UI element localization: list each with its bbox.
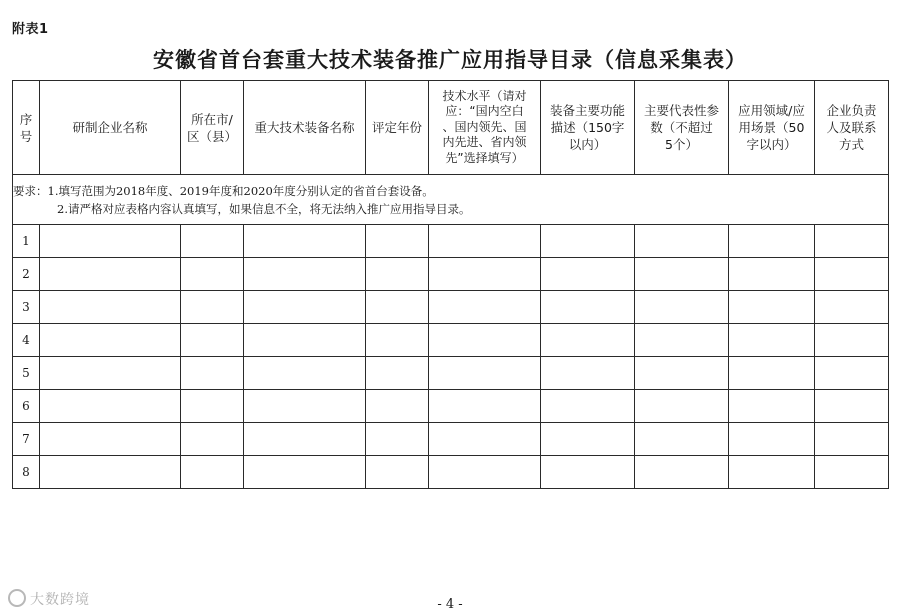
requirements-row [13, 175, 889, 225]
cell-key-parameters[interactable] [635, 357, 729, 390]
cell-city-county[interactable] [181, 456, 244, 489]
cell-function-description[interactable] [541, 291, 635, 324]
cell-equipment-name[interactable] [244, 390, 366, 423]
table-row [13, 291, 889, 324]
header-equipment-name: 重大技术装备名称 [244, 81, 366, 175]
cell-equipment-name[interactable] [244, 423, 366, 456]
cell-contact-person[interactable] [815, 390, 889, 423]
header-technology-level: 技术水平（请对 应：“国内空白 、国内领先、国 内先进、省内领 先”选择填写） [429, 81, 541, 175]
cell-technology-level[interactable] [429, 423, 541, 456]
cell-equipment-name[interactable] [244, 357, 366, 390]
cell-assessment-year[interactable] [366, 390, 429, 423]
row-number: 3 [13, 291, 40, 324]
cell-contact-person[interactable] [815, 225, 889, 258]
table-row [13, 324, 889, 357]
cell-equipment-name[interactable] [244, 291, 366, 324]
header-company-name: 研制企业名称 [40, 81, 181, 175]
cell-application-field[interactable] [729, 225, 815, 258]
cell-city-county[interactable] [181, 258, 244, 291]
cell-assessment-year[interactable] [366, 324, 429, 357]
cell-technology-level[interactable] [429, 357, 541, 390]
cell-company-name[interactable] [40, 357, 181, 390]
cell-application-field[interactable] [729, 357, 815, 390]
row-number: 5 [13, 357, 40, 390]
cell-application-field[interactable] [729, 291, 815, 324]
cell-assessment-year[interactable] [366, 291, 429, 324]
cell-equipment-name[interactable] [244, 324, 366, 357]
table-row [13, 423, 889, 456]
header-key-parameters: 主要代表性参 数（不超过 5个） [635, 81, 729, 175]
cell-function-description[interactable] [541, 258, 635, 291]
cell-equipment-name[interactable] [244, 225, 366, 258]
cell-company-name[interactable] [40, 225, 181, 258]
table-row [13, 390, 889, 423]
document-title: 安徽省首台套重大技术装备推广应用指导目录（信息采集表） [153, 48, 747, 72]
cell-technology-level[interactable] [429, 456, 541, 489]
cell-company-name[interactable] [40, 423, 181, 456]
cell-contact-person[interactable] [815, 324, 889, 357]
table-row [13, 357, 889, 390]
cell-function-description[interactable] [541, 456, 635, 489]
table-row [13, 225, 889, 258]
cell-contact-person[interactable] [815, 456, 889, 489]
cell-key-parameters[interactable] [635, 423, 729, 456]
cell-assessment-year[interactable] [366, 456, 429, 489]
row-number: 2 [13, 258, 40, 291]
cell-key-parameters[interactable] [635, 324, 729, 357]
row-number: 7 [13, 423, 40, 456]
header-serial-number: 序 号 [13, 81, 40, 175]
row-number: 1 [13, 225, 40, 258]
cell-assessment-year[interactable] [366, 357, 429, 390]
cell-key-parameters[interactable] [635, 258, 729, 291]
cell-company-name[interactable] [40, 258, 181, 291]
cell-technology-level[interactable] [429, 258, 541, 291]
cell-city-county[interactable] [181, 423, 244, 456]
cell-function-description[interactable] [541, 324, 635, 357]
cell-function-description[interactable] [541, 225, 635, 258]
cell-technology-level[interactable] [429, 225, 541, 258]
cell-city-county[interactable] [181, 225, 244, 258]
cell-key-parameters[interactable] [635, 456, 729, 489]
cell-city-county[interactable] [181, 324, 244, 357]
cell-application-field[interactable] [729, 456, 815, 489]
table-row [13, 258, 889, 291]
row-number: 6 [13, 390, 40, 423]
cell-application-field[interactable] [729, 258, 815, 291]
cell-company-name[interactable] [40, 324, 181, 357]
cell-key-parameters[interactable] [635, 390, 729, 423]
cell-equipment-name[interactable] [244, 258, 366, 291]
watermark-logo: 大数跨境 [8, 589, 90, 609]
cell-contact-person[interactable] [815, 423, 889, 456]
header-city-county: 所在市/ 区（县） [181, 81, 244, 175]
header-function-description: 装备主要功能 描述（150字 以内） [541, 81, 635, 175]
cell-application-field[interactable] [729, 324, 815, 357]
page-number: - 4 - [437, 597, 463, 612]
cell-assessment-year[interactable] [366, 225, 429, 258]
header-application-field: 应用领域/应 用场景（50 字以内） [729, 81, 815, 175]
cell-technology-level[interactable] [429, 324, 541, 357]
table-body [13, 175, 889, 489]
requirements-note: 要求：1.填写范围为2018年度、2019年度和2020年度分别认定的省首台套设备。 2.请严格对应表格内容认真填写，如果信息不全，将无法纳入推广应用指导目录。 [13, 175, 889, 225]
cell-application-field[interactable] [729, 390, 815, 423]
cell-city-county[interactable] [181, 357, 244, 390]
cell-company-name[interactable] [40, 456, 181, 489]
header-assessment-year: 评定年份 [366, 81, 429, 175]
cell-assessment-year[interactable] [366, 423, 429, 456]
row-number: 4 [13, 324, 40, 357]
info-collection-table [12, 80, 889, 489]
cell-assessment-year[interactable] [366, 258, 429, 291]
cell-key-parameters[interactable] [635, 291, 729, 324]
cell-key-parameters[interactable] [635, 225, 729, 258]
row-number: 8 [13, 456, 40, 489]
cell-city-county[interactable] [181, 390, 244, 423]
header-contact-person: 企业负责 人及联系 方式 [815, 81, 889, 175]
cell-equipment-name[interactable] [244, 456, 366, 489]
table-row [13, 456, 889, 489]
cell-function-description[interactable] [541, 423, 635, 456]
cell-application-field[interactable] [729, 423, 815, 456]
cell-company-name[interactable] [40, 291, 181, 324]
cell-technology-level[interactable] [429, 291, 541, 324]
cell-contact-person[interactable] [815, 357, 889, 390]
cell-function-description[interactable] [541, 357, 635, 390]
header-row [13, 81, 889, 175]
attachment-label: 附表1 [12, 22, 49, 37]
cell-contact-person[interactable] [815, 291, 889, 324]
cell-city-county[interactable] [181, 291, 244, 324]
cell-technology-level[interactable] [429, 390, 541, 423]
cell-function-description[interactable] [541, 390, 635, 423]
cell-contact-person[interactable] [815, 258, 889, 291]
cell-company-name[interactable] [40, 390, 181, 423]
